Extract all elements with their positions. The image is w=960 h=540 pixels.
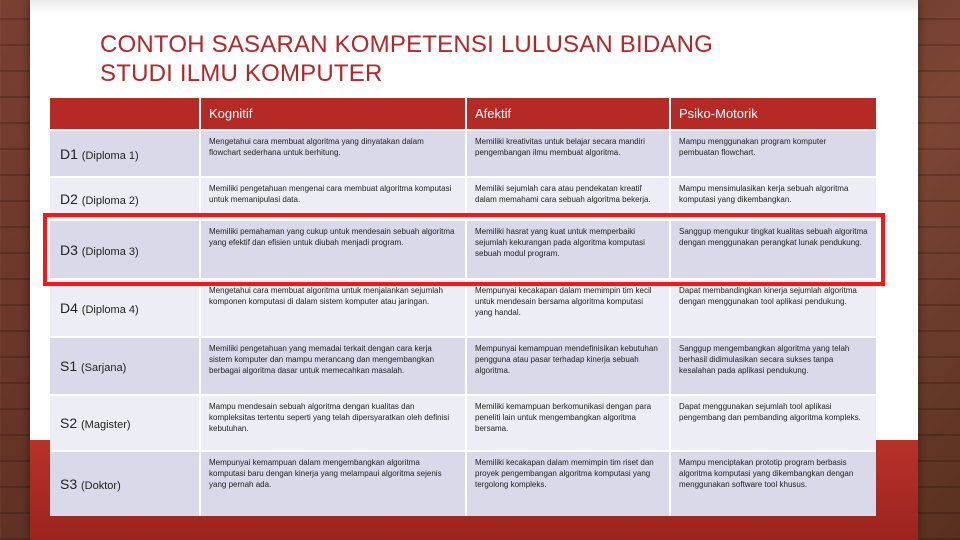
- level-code: S1: [60, 358, 78, 374]
- kognitif-cell: Memiliki pengetahuan mengenai cara membuat algoritma komputasi untuk memanipulasi data.: [200, 177, 466, 220]
- psikomotorik-cell: Mampu menciptakan prototip program berbasis algoritma komputasi yang dikembangkan dengan menggunakan software tool khusus.: [670, 451, 876, 516]
- kognitif-cell: Mengetahui cara membuat algoritma untuk menjalankan sejumlah komponen komputasi di dalam sistem komputer atau jaringan.: [200, 279, 466, 337]
- kognitif-cell: Mengetahui cara membuat algoritma yang dinyatakan dalam flowchart sederhana untuk berhitung.: [200, 130, 466, 177]
- level-cell: [50, 337, 200, 395]
- afektif-cell: Mempunyai kemampuan mendefinisikan kebutuhan pengguna atau pasar terhadap kinerja sebuah algoritma.: [466, 337, 670, 395]
- column-header-kognitif: Kognitif: [200, 98, 466, 130]
- afektif-cell: Mempunyai kecakapan dalam memimpin tim kecil untuk mendesain bersama algoritma komputasi yang handal.: [466, 279, 670, 337]
- table-row: [50, 337, 876, 395]
- table-row: [50, 177, 876, 220]
- afektif-cell: Memiliki kecakapan dalam memimpin tim riset dan proyek pengembangan algoritma komputasi yang tergolong kompleks.: [466, 451, 670, 516]
- psikomotorik-cell: Sanggup mengembangkan algoritma yang telah berhasil didimulasikan secara sukses tanpa kesalahan pada aplikasi pendukung.: [670, 337, 876, 395]
- afektif-cell: Memiliki kreativitas untuk belajar secara mandiri pengembangan ilmu membuat algoritma.: [466, 130, 670, 177]
- level-code: D2: [60, 190, 78, 207]
- level-desc: (Diploma 1): [81, 149, 139, 162]
- afektif-cell: Memiliki kemampuan berkomunikasi dengan para peneliti lain untuk mengembangkan algoritma bersama.: [466, 395, 670, 451]
- competency-table: [50, 98, 876, 516]
- afektif-cell: Memiliki sejumlah cara atau pendekatan kreatif dalam memahami cara sebuah algoritma bekerja.: [466, 177, 670, 220]
- slide-title: [100, 30, 860, 88]
- level-desc: (Diploma 2): [81, 194, 139, 207]
- level-cell: [50, 177, 200, 220]
- level-desc: (Magister): [81, 419, 131, 431]
- level-desc: (Doktor): [81, 480, 121, 492]
- kognitif-cell: Memiliki pemahaman yang cukup untuk mendesain sebuah algoritma yang efektif dan efisien untuk diubah menjadi program.: [200, 220, 466, 279]
- level-cell: [50, 130, 200, 177]
- psikomotorik-cell: Dapat menggunakan sejumlah tool aplikasi pengembang dan pembanding algoritma kompleks.: [670, 395, 876, 451]
- column-header-psikomotorik: Psiko-Motorik: [670, 98, 876, 130]
- level-code: S3: [60, 476, 78, 492]
- kognitif-cell: Memiliki pengetahuan yang memadai terkait dengan cara kerja sistem komputer dan mampu merancang dan mengembangkan berbagai algoritma dasar untuk memecahkan masalah.: [200, 337, 466, 395]
- level-desc: (Sarjana): [81, 362, 127, 374]
- level-cell: [50, 279, 200, 337]
- table-row: [50, 395, 876, 451]
- level-desc: (Diploma 4): [81, 304, 139, 316]
- kognitif-cell: Mempunyai kemampuan dalam mengembangkan algoritma komputasi baru dengan kinerja yang melampaui algoritma sejenis yang pernah ada.: [200, 451, 466, 516]
- psikomotorik-cell: Mampu mensimulasikan kerja sebuah algoritma komputasi yang dikembangkan.: [670, 177, 876, 220]
- afektif-cell: Memiliki hasrat yang kuat untuk memperbaiki sejumlah kekurangan pada algoritma komputasi sebuah modul program.: [466, 220, 670, 279]
- column-header-level: [50, 98, 200, 130]
- level-code: S2: [60, 415, 78, 431]
- psikomotorik-cell: Sanggup mengukur tingkat kualitas sebuah algoritma dengan menggunakan perangkat lunak pendukung.: [670, 220, 876, 279]
- level-cell: [50, 451, 200, 516]
- level-cell: [50, 395, 200, 451]
- level-cell: [50, 220, 200, 279]
- psikomotorik-cell: Dapat membandingkan kinerja sejumlah algoritma dengan menggunakan tool aplikasi pendukung.: [670, 279, 876, 337]
- slide-title-line-2: STUDI ILMU KOMPUTER: [100, 60, 383, 87]
- table-row: [50, 130, 876, 177]
- level-code: D4: [60, 300, 78, 316]
- table-row: [50, 220, 876, 279]
- column-header-afektif: Afektif: [466, 98, 670, 130]
- table-row: [50, 451, 876, 516]
- slide-title-line-1: CONTOH SASARAN KOMPETENSI LULUSAN BIDANG: [100, 31, 714, 58]
- psikomotorik-cell: Mampu menggunakan program komputer pembuatan flowchart.: [670, 130, 876, 177]
- kognitif-cell: Mampu mendesain sebuah algoritma dengan kualitas dan kompleksitas tertentu seperti yang telah dipersyaratkan oleh definisi kebutuhan.: [200, 395, 466, 451]
- level-code: D1: [60, 145, 78, 162]
- level-desc: (Diploma 3): [81, 245, 139, 258]
- table-header-row: [50, 98, 876, 130]
- level-code: D3: [60, 241, 78, 258]
- table-row: [50, 279, 876, 337]
